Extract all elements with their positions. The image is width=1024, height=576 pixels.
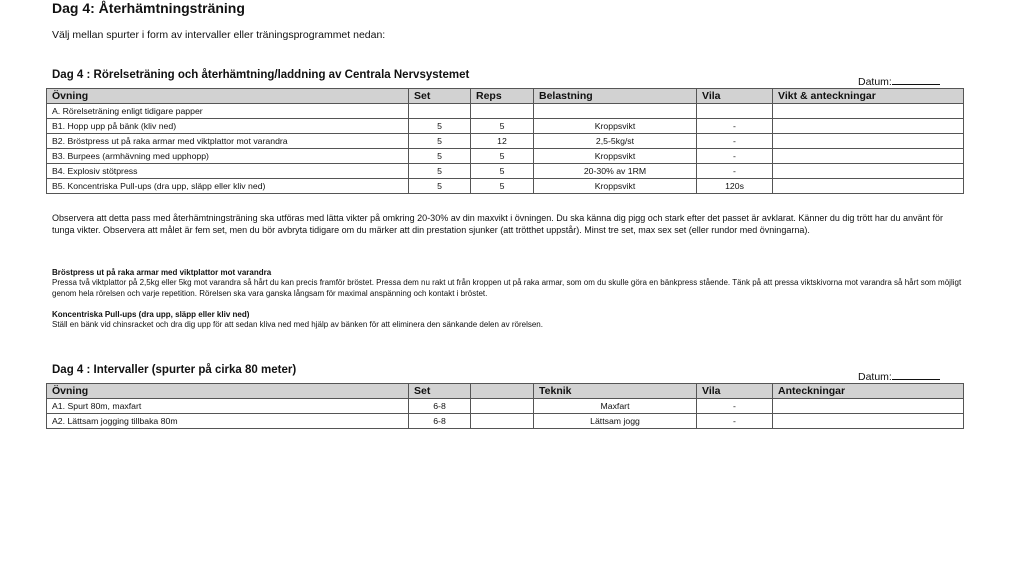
cell-reps: 5 xyxy=(471,179,534,194)
datum-line xyxy=(892,75,940,85)
col-header: Övning xyxy=(47,384,409,399)
table-row xyxy=(47,399,964,414)
cell-belastning xyxy=(534,104,697,119)
section1-datum xyxy=(858,75,940,88)
section1-table xyxy=(46,88,964,194)
section2-table xyxy=(46,383,964,429)
cell-notes xyxy=(773,414,964,429)
table-row xyxy=(47,149,964,164)
table-row xyxy=(47,164,964,179)
table-header-row xyxy=(47,384,964,399)
table-row xyxy=(47,134,964,149)
cell-ovning: B2. Bröstpress ut på raka armar med viktplattor mot varandra xyxy=(47,134,409,149)
cell-vila: - xyxy=(697,164,773,179)
col-header: Set xyxy=(409,89,471,104)
col-header: Teknik xyxy=(534,384,697,399)
cell-blank xyxy=(471,414,534,429)
cell-reps: 12 xyxy=(471,134,534,149)
cell-notes xyxy=(773,104,964,119)
col-header: Vikt & anteckningar xyxy=(773,89,964,104)
cell-ovning: A. Rörelseträning enligt tidigare papper xyxy=(47,104,409,119)
cell-vila: 120s xyxy=(697,179,773,194)
cell-belastning: Kroppsvikt xyxy=(534,119,697,134)
cell-ovning: B1. Hopp upp på bänk (kliv ned) xyxy=(47,119,409,134)
note-text: Ställ en bänk vid chinsracket och dra dig upp för att sedan kliva ned med hjälp av bänken för att eliminera den sänkande delen av rörelsen. xyxy=(52,320,543,329)
note-title: Bröstpress ut på raka armar med viktplattor mot varandra xyxy=(52,268,272,277)
cell-set: 5 xyxy=(409,164,471,179)
cell-set: 5 xyxy=(409,134,471,149)
cell-set: 5 xyxy=(409,149,471,164)
cell-vila: - xyxy=(697,399,773,414)
cell-ovning: B5. Koncentriska Pull-ups (dra upp, släpp eller kliv ned) xyxy=(47,179,409,194)
section1-title: Dag 4 : Rörelseträning och återhämtning/laddning av Centrala Nervsystemet xyxy=(52,69,470,81)
cell-belastning: 2,5-5kg/st xyxy=(534,134,697,149)
datum-label: Datum: xyxy=(858,76,892,88)
note-title: Koncentriska Pull-ups (dra upp, släpp eller kliv ned) xyxy=(52,310,250,319)
cell-ovning: A1. Spurt 80m, maxfart xyxy=(47,399,409,414)
table-row xyxy=(47,414,964,429)
cell-set: 5 xyxy=(409,119,471,134)
cell-blank xyxy=(471,399,534,414)
cell-ovning: B4. Explosiv stötpress xyxy=(47,164,409,179)
col-header: Set xyxy=(409,384,471,399)
cell-reps: 5 xyxy=(471,149,534,164)
cell-vila: - xyxy=(697,134,773,149)
cell-set: 6-8 xyxy=(409,414,471,429)
cell-vila: - xyxy=(697,414,773,429)
cell-set xyxy=(409,104,471,119)
observation-text: Observera att detta pass med återhämtningsträning ska utföras med lätta vikter på omkring 20-30% av din maxvikt i övningen. Du ska känna dig pigg och stark efter det passet är avklarat. Känner du dig trött har du använt för tunga vikter. Observera att målet är fem set, men du bör avbryta tidigare om du märker att din prestation sjunker (att trötthet uppstår). Minst tre set, max sex set (eller rundor med övningarna). xyxy=(52,213,943,235)
col-header: Reps xyxy=(471,89,534,104)
cell-notes xyxy=(773,149,964,164)
note-text: Pressa två viktplattor på 2,5kg eller 5kg mot varandra så hårt du kan precis framför bröstet. Pressa dem nu rakt ut från kroppen ut på raka armar, som om du skulle göra en bänkpress stående. Tänk på att pressa viktskivorna mot varandra så hårt som möjligt genom hela rörelsen och varje repetition. Rörelsen ska vara ganska långsam för maximal anspänning och kontakt i bröstet. xyxy=(52,278,962,298)
cell-vila: - xyxy=(697,149,773,164)
col-header xyxy=(471,384,534,399)
col-header: Belastning xyxy=(534,89,697,104)
cell-notes xyxy=(773,164,964,179)
table-row xyxy=(47,104,964,119)
cell-belastning: Kroppsvikt xyxy=(534,179,697,194)
section2-datum xyxy=(858,370,940,383)
cell-ovning: A2. Lättsam jogging tillbaka 80m xyxy=(47,414,409,429)
cell-notes xyxy=(773,134,964,149)
table-header-row xyxy=(47,89,964,104)
cell-set: 5 xyxy=(409,179,471,194)
table-row xyxy=(47,119,964,134)
cell-teknik: Maxfart xyxy=(534,399,697,414)
cell-reps: 5 xyxy=(471,119,534,134)
col-header: Anteckningar xyxy=(773,384,964,399)
section2-title: Dag 4 : Intervaller (spurter på cirka 80 meter) xyxy=(52,364,297,376)
datum-label: Datum: xyxy=(858,371,892,383)
cell-belastning: Kroppsvikt xyxy=(534,149,697,164)
cell-reps xyxy=(471,104,534,119)
cell-ovning: B3. Burpees (armhävning med upphopp) xyxy=(47,149,409,164)
cell-notes xyxy=(773,119,964,134)
col-header: Vila xyxy=(697,384,773,399)
cell-reps: 5 xyxy=(471,164,534,179)
col-header: Vila xyxy=(697,89,773,104)
cell-notes xyxy=(773,399,964,414)
cell-notes xyxy=(773,179,964,194)
cell-vila xyxy=(697,104,773,119)
intro-text: Välj mellan spurter i form av intervaller eller träningsprogrammet nedan: xyxy=(52,29,386,41)
table-row xyxy=(47,179,964,194)
cell-belastning: 20-30% av 1RM xyxy=(534,164,697,179)
page-heading: Dag 4: Återhämtningsträning xyxy=(52,0,245,16)
datum-line xyxy=(892,370,940,380)
cell-set: 6-8 xyxy=(409,399,471,414)
col-header: Övning xyxy=(47,89,409,104)
cell-teknik: Lättsam jogg xyxy=(534,414,697,429)
cell-vila: - xyxy=(697,119,773,134)
